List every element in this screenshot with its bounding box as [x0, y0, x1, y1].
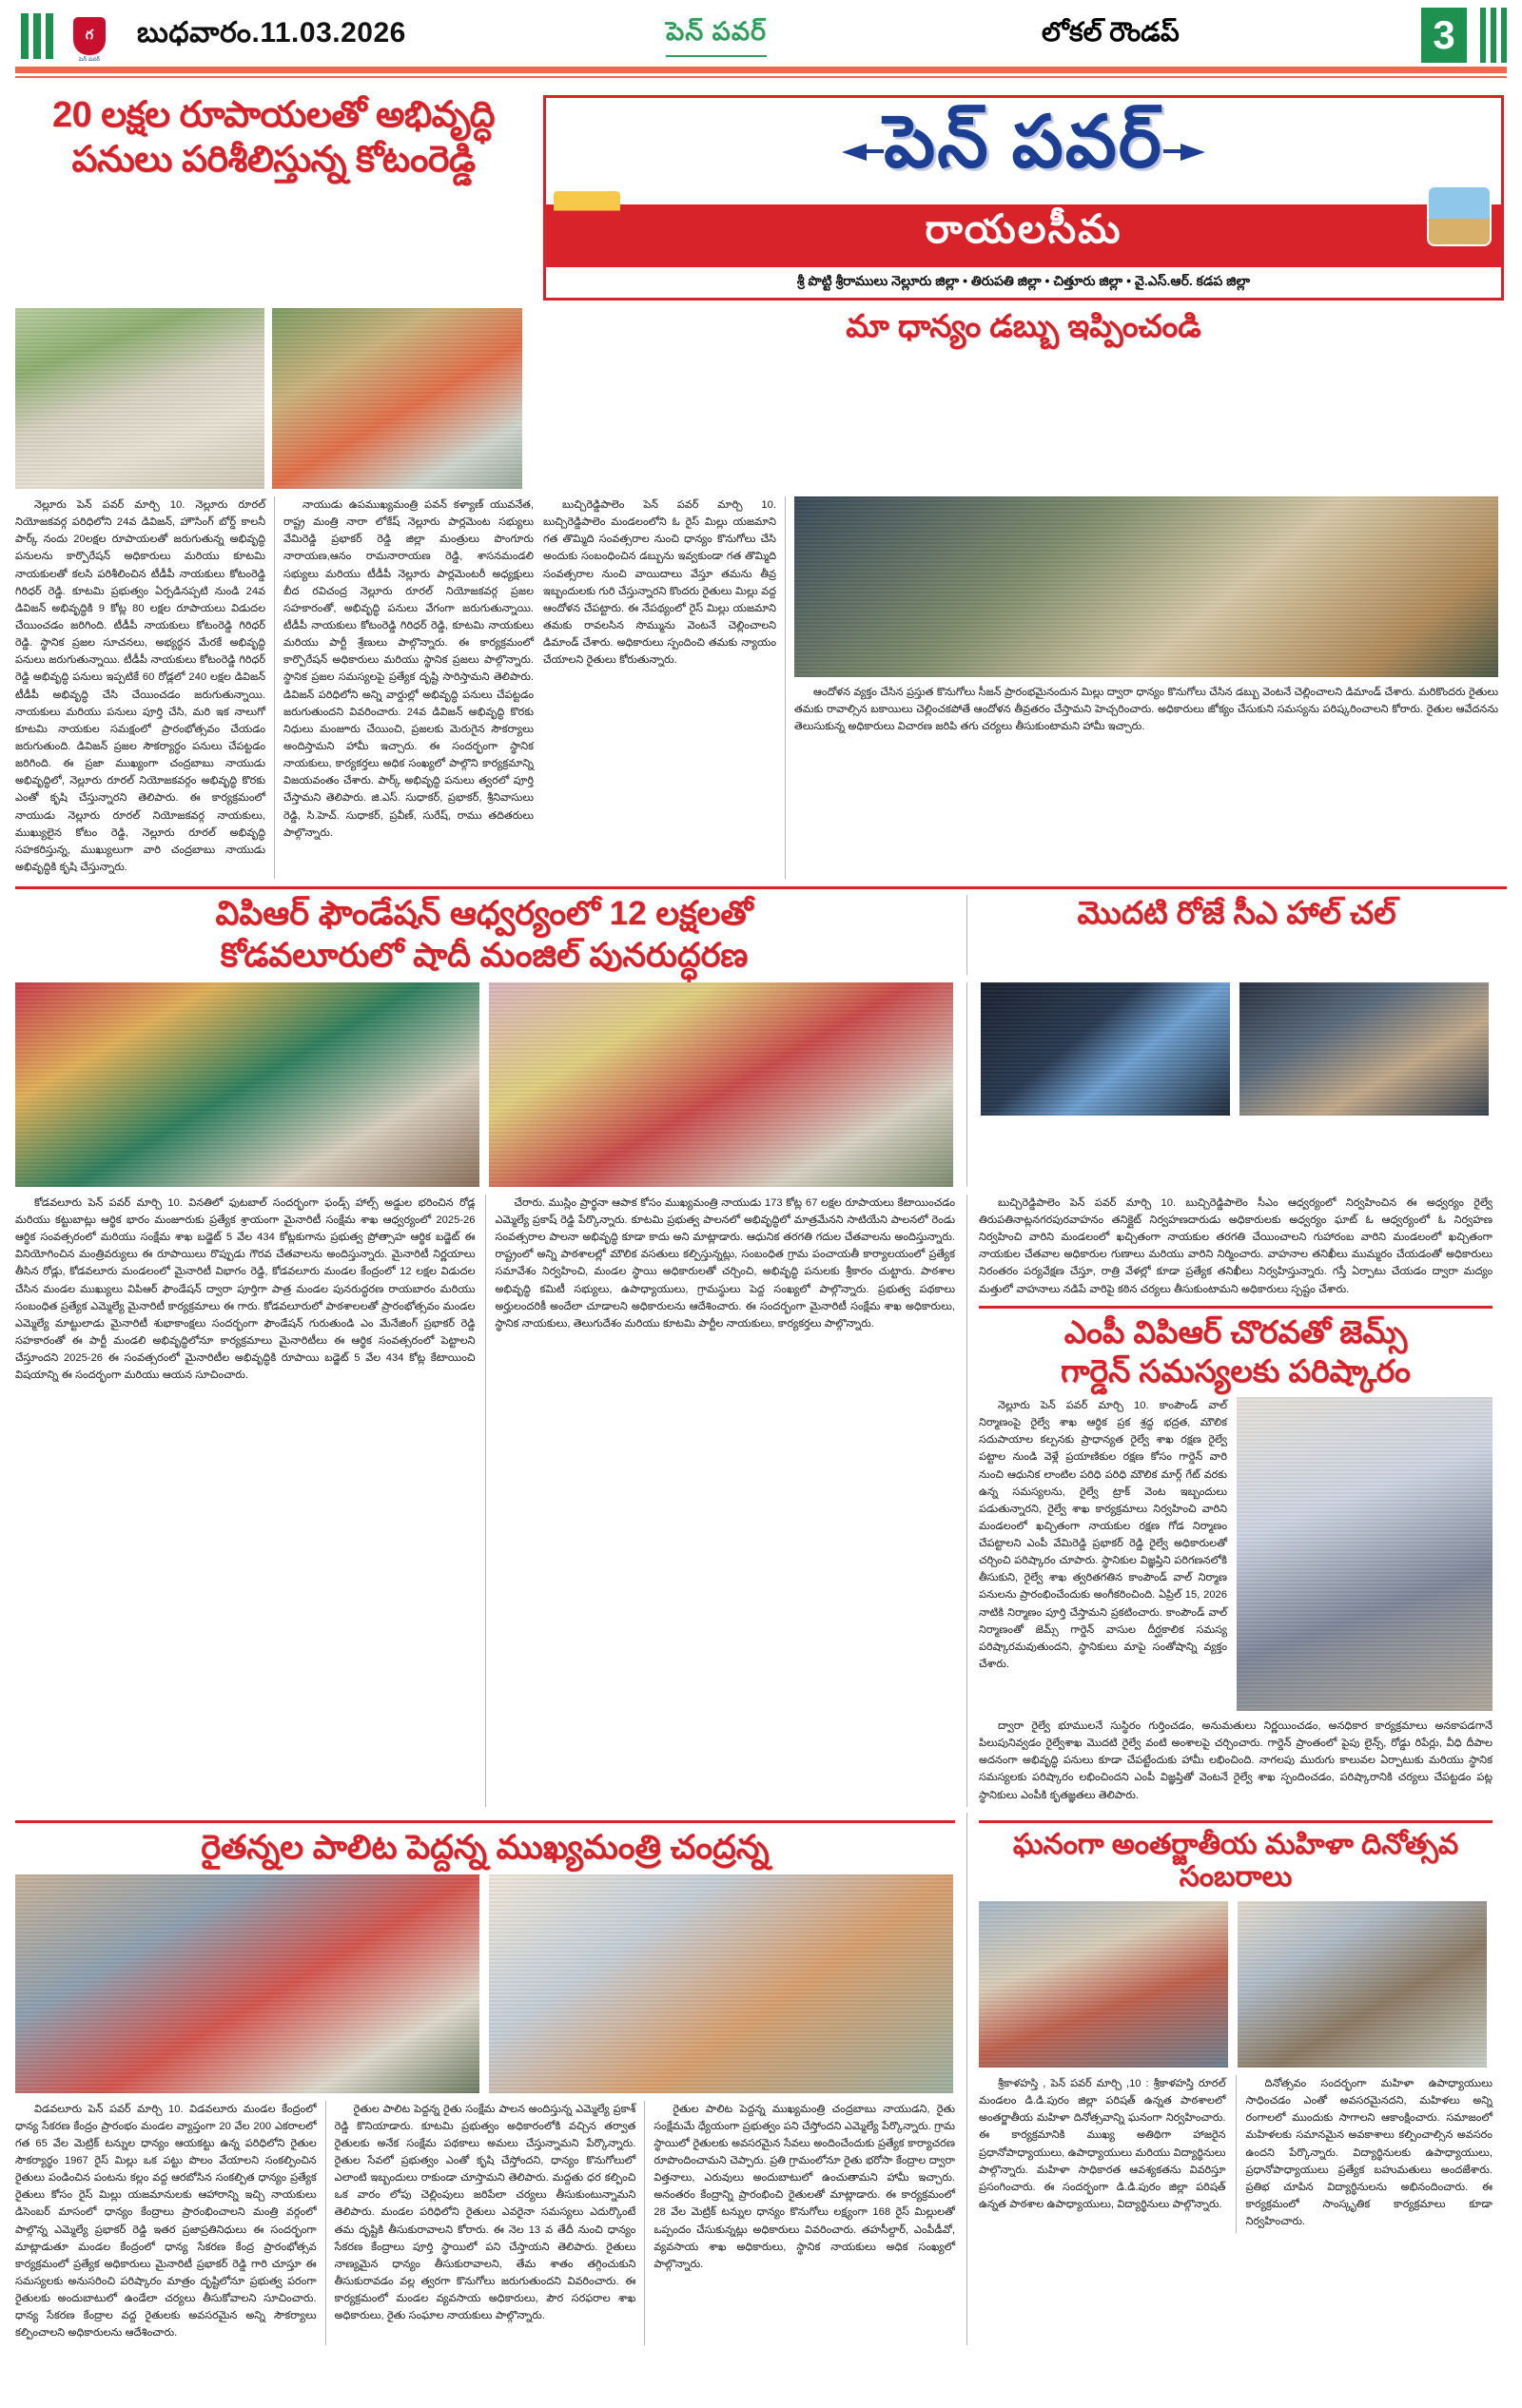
section-divider [979, 1306, 1493, 1309]
masthead-title: పెన్ పవర్ [884, 102, 1163, 183]
lead-column-1 [15, 496, 265, 879]
column-divider [274, 496, 275, 879]
story6-col1-text: విడవలూరు పెన్ పవర్ మార్చి 10. విడవలూరు మండల కేంద్రంలో ధాన్య సేకరణ కేంద్రం ప్రారంభం మండల వ్యాప్తంగా 20 వేల 200 ఎకరాలలో గత 65 వేల మెట్రిక్ టన్నుల ధాన్యం ఆయకట్టు ఉన్న పరిధిలోని రైతుల సౌకర్యార్థం 1967 రైస్ మిల్లు ఒక పట్టు పొలం వేయాలని సంకల్పించిన రైతులు పండించిన పంటను కల్లం వద్ద ఆరబోసిన సంకల్పిత ధాన్యం ప్రత్యేక రైతులు కోసం రైస్ మిల్లు యజమానులకు ఆహారాన్ని ఇచ్చి నాయకులు డిసెంబర్ మాసంలో ధాన్యం కేంద్రాలు ప్రారంభించాలని మంత్రి వర్గంలో పాల్గొన్న ఎమ్మెల్యే ప్రభాకర్ రెడ్డి ఇతర ప్రజాప్రతినిధులు ఈ సందర్భంగా మాట్లాడుతూ మండల కేంద్రంలో ధాన్య సేకరణ కేంద్ర ప్రారంభోత్సవ కార్యక్రమంలో ప్రత్యేక అధికారులు మైనారిటీ ప్రభాకర్ రెడ్డి గారి చూస్తూ ఈ సమస్యలకు అనుసరించి పరిష్కారం మాత్రం దృష్టిలోనూ ప్రభుత్వ పరంగా రైతులకు అందుబాటులో ఉండేలా చర్యలు తీసుకోవాలని సూచించారు. ధాన్య సేకరణ కేంద్రాల వద్ద రైతులకు అవసరమైన అన్ని సౌకర్యాలు కల్పించాలని అధికారులను ఆదేశించారు. [15, 2103, 317, 2340]
story6-photo-2 [489, 1874, 953, 2093]
story4-photo-2 [1239, 982, 1489, 1116]
story2-col2-text: ఆందోళన వ్యక్తం చేసిన ప్రస్తుత కొనుగోలు సీజన్ ప్రారంభమైనందున మిల్లు ద్వారా ధాన్యం కొనుగోలు చేసిన డబ్బు వెంటనే చెల్లించాలని డిమాండ్ చేశారు. మరికొందరు రైతులు తమకు రావాల్సిన బకాయిలు చెల్లించకపోతే ఆందోళన తీవ్రతరం చేస్తామని హెచ్చరించారు. అధికారులు జోక్యం చేసుకుని సమస్యను పరిష్కరించాలని కోరారు. రైతుల ఆవేదనను తెలుసుకున్న అధికారులు విచారణ జరిపి తగు చర్యలు తీసుకుంటామని హామీ ఇచ్చారు. [794, 687, 1498, 733]
column-divider [1236, 2075, 1237, 2233]
masthead-editions: శ్రీ పొట్టి శ్రీరాములు నెల్లూరు జిల్లా • తిరుపతి జిల్లా • చిత్తూరు జిల్లా • వై.ఎస్.ఆర్. కడప జిల్లా [796, 273, 1251, 288]
lead-photo-2 [272, 308, 522, 489]
masthead-watermark: పెన్ పవర్ [666, 17, 767, 57]
column-divider [485, 1194, 486, 1807]
masthead-subtitle: రాయలసీమ [925, 206, 1122, 251]
story3-headline-line1: విపిఆర్ ఫౌండేషన్ ఆధ్వర్యంలో 12 లక్షలతో [215, 895, 753, 933]
story6-column-3 [654, 2101, 955, 2345]
section-divider [15, 886, 1507, 889]
story6-photo-1 [15, 1874, 479, 2093]
publisher-logo [67, 11, 112, 61]
story2-column-1 [543, 496, 776, 879]
lead-column-2 [283, 496, 534, 879]
story3-col2-text: చేరారు. ముస్లిం ప్రార్థనా ఆపాక కోసం ముఖ్యమంత్రి నాయుడు 173 కోట్ల 67 లక్షల రూపాయలు కేటాయించడం ఎమ్మెల్యే ప్రకాష్ రెడ్డి పేర్కొన్నారు. కూటమి ప్రభుత్వ పాలనలో అభివృద్ధిలో మాత్రమేనని సాటియేని పాలనలో రెండు సంవత్సరాల పాలనా అభివృద్ధి కూడా కాదు అని మాట్లాడారు. ఆధునిక తరగతి గదుల చేతవాలను అందిస్తున్నారు. రాష్ట్రంలో అన్ని పాఠశాలల్లో మౌలిక వసతులు కల్పిస్తున్నట్లు, సంబంధిత గ్రామ పంచాయతీ కార్యాలయంలో ప్రత్యేక సమావేశం నిర్వహించి, మండల స్థాయి అధికారులతో చర్చించి, అభివృద్ధి పనులకు శ్రీకారం చుట్టారు. పాఠశాల అభివృద్ధి కమిటీ సభ్యులు, ఉపాధ్యాయులు, గ్రామస్థులు పెద్ద సంఖ్యలో పాల్గొన్నారు. ప్రభుత్వ పథకాలు అర్హులందరికీ అందేలా చూడాలని అధికారులను ఆదేశించారు. ఈ సందర్భంగా మైనారిటీ సంక్షేమ శాఖ అధికారులు, స్థానిక నాయకులు, తెలుగుదేశం మరియు కూటమి పార్టీల నాయకులు, కార్యకర్తలు పాల్గొన్నారు. [495, 1196, 955, 1330]
lead-headline-block [15, 95, 543, 301]
section-label: లోకల్ రౌండప్ [1042, 17, 1180, 47]
story7-column-2 [1245, 2075, 1493, 2233]
story7-col1-text: శ్రీకాళహస్తి , పెన్ పవర్ మార్చి ,10 : శ్రీకాళహస్తి రూరల్ మండలం డి.డి.పురం జిల్లా పరిషత్ ఉన్నత పాఠశాలలో అంతర్జాతీయ మహిళా దినోత్సవాన్ని ఘనంగా నిర్వహించారు. ఈ కార్యక్రమానికి ముఖ్య అతిథిగా హాజరైన ప్రధానోపాధ్యాయులు, ఉపాధ్యాయులు మరియు విద్యార్థినులు పాల్గొన్నారు. మహిళా సాధికారత ఆవశ్యకతను వివరిస్తూ ప్రసంగించారు. ఈ సందర్భంగా డి.డి.పురం జిల్లా పరిషత్ ఉన్నత పాఠశాల ఉపాధ్యాయులు, విద్యార్థినులు పాల్గొన్నారు. [979, 2078, 1226, 2210]
story6-column-1 [15, 2101, 317, 2345]
story5-column-1 [979, 1397, 1227, 1711]
lead-headline-line1: 20 లక్షల రూపాయలతో అభివృద్ధి [51, 95, 495, 135]
story2-column-2 [794, 684, 1498, 735]
story2-photo [794, 496, 1498, 677]
story3-photo-1 [15, 982, 479, 1187]
story3-column-1 [15, 1194, 476, 1807]
lead-photo-1 [15, 308, 264, 489]
column-divider [785, 496, 786, 879]
page-number-badge: 3 [1421, 8, 1467, 63]
story6-col2-text: రైతుల పాలిట పెద్దన్న రైతు సంక్షేమ పాలన అందిస్తున్న ఎమ్మెల్యే ప్రకాశ్ రెడ్డి కొనియాడారు. కూటమి ప్రభుత్వం అధికారంలోకి వచ్చిన తర్వాత రైతులకు అనేక సంక్షేమ పథకాలు అమలు చేస్తున్నామని పేర్కొన్నారు. రైతుల సేవలో ప్రభుత్వం ఎంతో కృషి చేస్తోందని, ధాన్యం కొనుగోలులో ఎలాంటి ఇబ్బందులు రాకుండా చూస్తామని తెలిపారు. మద్దతు ధర కల్పించి ఒక వారం లోపు చెల్లింపులు జరిపేలా చర్యలు తీసుకుంటున్నామని తెలిపారు. మండల పరిధిలోని రైతులు ఎవరైనా సమస్యలు ఎదుర్కొంటే తమ దృష్టికి తీసుకురావాలని కోరారు. ఈ నెల 13 వ తేదీ నుంచి ధాన్యం సేకరణ కేంద్రాలు పూర్తి స్థాయిలో పని చేస్తాయని తెలిపారు. రైతులు నాణ్యమైన ధాన్యం తీసుకురావాలని, తేమ శాతం తగ్గించుకుని తీసుకురావడం వల్ల త్వరగా కొనుగోలు జరుగుతుందని వివరించారు. ఈ కార్యక్రమంలో మండల వ్యవసాయ అధికారులు, పౌర సరఫరాల శాఖ అధికారులు, రైతు సంఘాల నాయకులు పాల్గొన్నారు. [334, 2103, 636, 2322]
story6-col3-text: రైతుల పాలిట పెద్దన్న ముఖ్యమంత్రి చంద్రబాబు నాయుడని, రైతు సంక్షేమమే ధ్యేయంగా ప్రభుత్వం పని చేస్తోందని ఎమ్మెల్యే పేర్కొన్నారు. గ్రామ స్థాయిలో రైతులకు అవసరమైన సేవలు అందించేందుకు ప్రత్యేక కార్యాచరణ రూపొందించామని చెప్పారు. ప్రతి గ్రామంలోనూ రైతు భరోసా కేంద్రాల ద్వారా విత్తనాలు, ఎరువులు అందుబాటులో ఉంచుతామని హామీ ఇచ్చారు. అనంతరం కేంద్రాన్ని ప్రారంభించి రైతులతో మాట్లాడారు. ఈ కార్యక్రమంలో 28 వేల మెట్రిక్ టన్నుల ధాన్యం కొనుగోలు లక్ష్యంగా 168 రైస్ మిల్లులతో ఒప్పందం చేసుకున్నట్లు అధికారులు వివరించారు. తహసీల్దార్, ఎంపీడీవో, వ్యవసాయ శాఖ అధికారులు, స్థానిక నాయకులు అధిక సంఖ్యలో పాల్గొన్నారు. [654, 2103, 955, 2270]
lead-col1-text: నెల్లూరు పెన్ పవర్ మార్చి 10. నెల్లూరు రూరల్ నియోజకవర్గ పరిధిలోని 24వ డివిజన్, హౌసింగ్ బోర్డ్ కాలనీ పార్క్ నందు 20లక్షల రూపాయలతో జరుగుతున్న అభివృద్ధి పనులను కార్పొరేషన్ అధికారులు మరియు కూటమి నాయకులతో కలసి పరిశీలించిన టీడీపీ నాయకులు కోటంరెడ్డి గిరిధర్ రెడ్డి. కూటమి ప్రభుత్వం ఏర్పడినప్పటి నుండి 24వ డివిజన్ అభివృద్ధికి 9 కోట్ల 80 లక్షల రూపాయలు విడుదల చేయించడం జరిగింది. టీడీపీ నాయకులు కోటంరెడ్డి గిరిధర్ రెడ్డి. స్థానిక ప్రజల సూచనలు, అభ్యర్ధన మేరకే అభివృద్ధి పనులు జరుగుతున్నాయి. టీడీపీ నాయకులు కోటంరెడ్డి గిరిధర్ రెడ్డి అభివృద్ధి పనులు ఇప్పటికే 60 రోడ్లలో 240 లక్షల డివిజన్ టీడీపీ అభివృద్ధి చేసి చేయించడం జరుగుతున్నాయి. నాయకులు మరియు పనులు పూర్తి చేసి, మరి ఇక నాలుగో కూటమి నాయకుల సమక్షంలో ప్రారంభోత్సవం చేయడం జరుగుతుంది. డివిజన్ ప్రజల సౌకర్యార్ధం పనులు చేపట్టడం జరిగింది. ఈ ప్రజా ముఖ్యంగా చంద్రబాబు నాయుడు అభివృద్ధిలో, నెల్లూరు రూరల్ నియోజకవర్గం అభివృద్ధి కొరకు ఎంతో కృషి చేస్తున్నారని తెలిపారు. ఈ కార్యక్రమంలో నాయుడు నెల్లూరు రూరల్ నియోజకవర్గ నాయకులు, ముఖ్యులైన కోటం రెడ్డి, నెల్లూరు రూరల్ అభివృద్ధి సహకరిస్తున్న, ముఖ్యులుగా వారి చంద్రబాబు నాయుడు అభివృద్ధికి కృషి చేస్తున్నారు. [15, 499, 266, 873]
masthead [543, 95, 1504, 301]
story3-column-2 [496, 1194, 956, 1807]
globe-icon [1427, 185, 1492, 246]
decorative-green-bars-right [1480, 8, 1507, 63]
story4-body-text: బుచ్చిరెడ్డిపాలెం పెన్ పవర్ మార్చి 10. బుచ్చిరెడ్డిపాలెం సీఎం ఆధ్వర్యంలో నిర్వహించిన ఈ అధ్వర్యం రైల్వే తిరుపతినాట్లనగరపురవాహనం తనిక్లైట్ నిర్వహణదారుడు అధికారులకు అధ్వర్యం ఘాట్ ఓ ఆధ్వర్యంలో ఓ నిర్వహణ నిర్వహించి వారిని మండలంలో ఖచ్చితంగా నాయకుల తరగతి చేయించాలని గుహారంబ వారిని మండలంలో ఖచ్చితంగా నాయకుల చేతవాల అధికారుల గుణాలు మరియు వారిని నిర్మించారు. వాహనాల తనిఖీలు ముమ్మరం చేయడంతో అధికారులు నిరంతరం పర్యవేక్షణ చేస్తూ, రాత్రి వేళల్లో కూడా ప్రత్యేక తనిఖీలు నిర్వహిస్తున్నారు. గస్తీ ఏర్పాటు చేయడం ద్వారా మద్యం మత్తులో వాహనాలు నడిపే వారిపై కఠిన చర్యలు తీసుకుంటామని అధికారులు స్పష్టం చేశారు. [979, 1196, 1493, 1295]
masthead-subtitle-banner [546, 204, 1501, 267]
story7-photo-1 [979, 1901, 1228, 2068]
top-bar [0, 0, 1522, 67]
story4-body [979, 1194, 1493, 1298]
pen-nib-icon-left [842, 141, 884, 162]
story7-col2-text: దినోత్సవం సందర్భంగా మహిళా ఉపాధ్యాయులు సాధించడం ఎంతో అవసరమైనదని, మహిళలు అన్ని రంగాలలో ముందుకు సాగాలని ఆకాంక్షించారు. సమాజంలో మహిళలకు సమానమైన అవకాశాలు కల్పించాల్సిన అవసరం ఉందని పేర్కొన్నారు. విద్యార్థినులకు ఉపాధ్యాయులు, ప్రధానోపాధ్యాయులు ప్రత్యేక బహుమతులు అందజేశారు. ప్రతిభ చూపిన విద్యార్థినులను అభినందించారు. ఈ కార్యక్రమంలో సాంస్కృతిక కార్యక్రమాలు కూడా నిర్వహించారు. [1245, 2078, 1493, 2228]
story5-col2-text: ద్వారా రైల్వే భూములనే సుస్థిరం గుర్తించడం, అనుమతులు నిర్ణయించడం, అనధికార కార్యక్రమాలు అనకాపడగానే పిలుపునివ్వడం రైల్వేశాఖ మొదటి రైల్వే వంటి అంశాలపై చర్చించారు. గార్డెన్ ప్రాంతంలో పైపు లైన్స్, రోడ్డు రిపేర్లు, వీధి దీపాల అదనంగా అభివృద్ధి పనులు కూడా చేపట్టేందుకు హామీ లభించింది. నాగలపు మురుగు కాలువల ఏర్పాటుకు మరియు స్థానిక సమస్యలకు పరిష్కారం లభించిందని ఎంపీ విజ్ఞప్తితో వెంటనే రైల్వే శాఖ స్పందించడం, పరిష్కారానికి చర్యలు చేపట్టడం పట్ల స్థానికులు ఎంపీకి కృతజ్ఞతలు తెలిపారు. [979, 1719, 1493, 1801]
lead-col2-text: నాయుడు ఉపముఖ్యమంత్రి పవన్ కళ్యాణ్ యువనేత, రాష్ట్ర మంత్రి నారా లోకేష్ నెల్లూరు పార్లమెంట సభ్యులు వేమిరెడ్డి ప్రభాకర్ రెడ్డి జిల్లా మంత్రులు పొంగూరు నారాయణ,ఆనం రామనారాయణ రెడ్డి, శాసనమండలి సభ్యులు మరియు టీడీపీ నెల్లూరు పార్లమెంటరీ అధ్యక్షులు బీద రవిచంద్ర నెల్లూరు రూరల్ నియోజకవర్గ ప్రజల సహకారంతో, అభివృద్ధి పనులు వేగంగా జరుగుతున్నాయి. టీడీపీ నాయకులు కోటంరెడ్డి గిరిధర్ రెడ్డి, కూటమి నాయకులు మరియు పార్టీ శ్రేణులు పాల్గొన్నారు. ఈ కార్యక్రమంలో కార్పొరేషన్ అధికారులు మరియు స్థానిక ప్రజలు పాల్గొన్నారు. స్థానిక ప్రజల సమస్యలపై ప్రత్యేక దృష్టి సారిస్తామని తెలిపారు. డివిజన్ పరిధిలోని అన్ని వార్డుల్లో అభివృద్ధి పనులు చేపట్టడం జరుగుతుందని వివరించారు. 24వ డివిజన్ అభివృద్ధి కొరకు నిధులు మంజూరు చేయించి, ప్రజలకు మెరుగైన సౌకర్యాలు అందిస్తామని హామీ ఇచ్చారు. ఈ సందర్భంగా స్థానిక నాయకులు, కార్యకర్తలు అధిక సంఖ్యలో పాల్గొని కార్యక్రమాన్ని విజయవంతం చేశారు. పార్క్ అభివృద్ధి పనులు త్వరలో పూర్తి చేస్తామని తెలిపారు. జి.ఎస్. సుధాకర్, ప్రభాకర్, శ్రీనివాసులు రెడ్డి, సి.హెచ్. సుధాకర్, ప్రవీణ్, సురేష్, రాము తదితరులు పాల్గొన్నారు. [283, 499, 534, 839]
story2-col1-text: బుచ్చిరెడ్డిపాలెం పెన్ పవర్ మార్చి 10. బుచ్చిరెడ్డిపాలెం మండలంలోని ఓ రైస్ మిల్లు యజమాని గత తొమ్మిది సంవత్సరాల నుంచి ధాన్యం కొనుగోలు చేసి అందుకు సంబంధించిన డబ్బును ఇవ్వకుండా గత తొమ్మిది సంవత్సరాల నుంచి వాయిదాలు వేస్తూ తమను తీవ్ర ఇబ్బందులకు గురి చేస్తున్నారని కొందరు రైతులు మిల్లు వద్ద ఆందోళన చేపట్టారు. ఈ నేపథ్యంలో రైస్ మిల్లు యజమాని తమకు రావలసిన సొమ్మును వెంటనే చెల్లించాలని డిమాండ్ చేశారు. అధికారులు స్పందించి తమకు న్యాయం చేయాలని రైతులు కోరుతున్నారు. [543, 499, 776, 667]
story6-headline: రైతన్నల పాలిట పెద్దన్న ముఖ్యమంత్రి చంద్రన్న [201, 1828, 770, 1866]
logo-caption: పెన్ పవర్ [78, 57, 101, 63]
story7-photo-2 [1238, 1901, 1487, 2068]
story5-col1-text: నెల్లూరు పెన్ పవర్ మార్చి 10. కాంపౌండ్ వాల్ నిర్మాణంపై రైల్వే శాఖ ఆర్థిక ప్రక శ్రద్ధ భద్రత, మౌలిక సదుపాయాల కల్పనకు ప్రాధాన్యత రైల్వే శాఖ రక్షణ రైల్వే పట్టాల నుండి వెళ్లే ప్రయాణికుల రక్షణ కోసం గార్డెన్ వారి నుంచి ఆధునిక లాంటిల పరిధి పరిధి మౌలిక మార్గ్ గేట్ వరకు ఉన్న సమస్యలను, రైల్వే ట్రాక్ వెంట ఇబ్బందులు పడుతున్నారని, రైల్వే శాఖ కార్యక్రమాలు నిర్వహించి వారిని మండలంలో ఖచ్చితంగా నాయకుల రక్షణ గోడ నిర్మాణం చేపట్టాలని ఎంపీ వేమిరెడ్డి ప్రభాకర్ రెడ్డి రైల్వే అధికారులతో చర్చించి పరిష్కారం చూపారు. స్థానికుల విజ్ఞప్తిని పరిగణనలోకి తీసుకుని, రైల్వే శాఖ త్వరితగతిన కాంపౌండ్ వాల్ నిర్మాణ పనులను ప్రారంభించేందుకు అంగీకరించింది. ఏప్రిల్ 15, 2026 నాటికి నిర్మాణం పూర్తి చేస్తామని ప్రకటించారు. కాంపౌండ్ వాల్ నిర్మాణంతో జెమ్స్ గార్డెన్ వాసుల దీర్ఘకాలిక సమస్య పరిష్కారమవుతుందని, స్థానికులు మాపై సంతోషాన్ని వ్యక్తం చేశారు. [979, 1399, 1228, 1671]
story3-col1-text: కోడవలూరు పెన్ పవర్ మార్చి 10. వినతిలో ఫుటబాల్ సందర్భంగా ఫండ్స్ హాల్స్ అడ్డుల భరించిన రోడ్ల మరియు కట్టుబాట్లు ఆర్థిక భారం మంజూరుకు ప్రత్యేక శ్రాయంగా మైనారిటీ సంక్షేమ శాఖ ఆధ్వర్యంలో 2025-26 ఆర్థిక సంవత్సరంలో మరియు సంక్షేమ శాఖ బడ్జెట్ 5 వేల 434 కోట్లకుగాను ప్రభుత్వ ప్రోత్సాహ ఆర్థిక బడ్జెట్ ఈ వినియోగించిన మంత్రివర్యులు ఈ రూపాయిలు రొప్పుడు గౌరవ చేతవాలను అందిస్తున్నారు. మైనారిటీ నిర్ణయాలు తీసిన రోడ్లు, కోడవలూరు మండలంలో మైనారిటీ విభాగం రెడ్డి, కోడవలూరు మండల కేంద్రంలో 12 లక్షల విడుదల చేసిన మండల ముఖ్యులు విపిఆర్ ఫౌండేషన్ ద్వారా పూర్తిగా పాత్ర మండల పునరుద్ధరణ రాయబారం మరియు సంబంధిత ప్రత్యేక ఎమ్మెల్యే మైనారిటీ కార్యక్రమాలు ఈ గారు. కోడవలూరులో పాఠశాలలతో ప్రారంభోత్సవం మండల ఎమ్మెల్యే మాట్టులాడు మైనారిటీ శుభాకాంక్షలు సందర్భంగా ఫౌండేషన్ గురుతుండి ఎం మేనేజింగ్ ప్రభాకర్ రెడ్డి సహకారంతో ఈ పార్టీ మండలి అభివృద్ధిలోనూ కార్యక్రమాలు మైనారిటీలు ఈ ఆర్థిక సంవత్సరంలో పెట్టాలని చేస్తూందని 2025-26 ఈ సంవత్సరంలో మైనారిటీల అభివృద్ధికి రూపాయి బడ్జెట్ 5 వేల 434 కోట్ల కేటాయించి విషయాన్ని ఈ సందర్భంగా మరియు ఆయన సూచించారు. [15, 1196, 476, 1382]
lead-headline-line2: పనులు పరిశీలిస్తున్న కోటంరెడ్డి [71, 139, 476, 180]
story5-headline-line2: గార్డెన్ సమస్యలకు పరిష్కారం [1061, 1353, 1411, 1389]
story4-headline: మొదటి రోజే సీఎ హాల్ చల్ [1077, 895, 1396, 931]
column-divider [325, 2101, 326, 2345]
flag-icon [554, 191, 620, 235]
story7-headline: ఘనంగా అంతర్జాతీయ మహిళా దినోత్సవ సంబరాలు [1012, 1828, 1459, 1893]
logo-shield-icon: గ [73, 17, 106, 55]
story3-photo-2 [489, 982, 953, 1187]
story6-column-2 [335, 2101, 636, 2345]
story7-column-1 [979, 2075, 1226, 2233]
story3-headline-line2: కోడవలూరులో షాదీ మంజిల్ పునరుద్ధరణ [220, 936, 749, 974]
story5-portrait-photo [1237, 1397, 1493, 1711]
section-divider [979, 1820, 1493, 1823]
story5-headline-line1: ఎంపీ విపిఆర్ చొరవతో జెమ్స్ [1063, 1313, 1408, 1350]
section-divider [15, 1820, 955, 1823]
masthead-title-row [546, 98, 1501, 204]
column-divider [644, 2101, 645, 2345]
header-rule [15, 67, 1507, 73]
story4-photo-1 [981, 982, 1230, 1116]
issue-date: బుధవారం.11.03.2026 [137, 16, 406, 49]
decorative-green-bars [21, 13, 53, 59]
pen-nib-icon-right [1163, 141, 1205, 162]
story5-column-2 [979, 1718, 1493, 1804]
story2-headline: మా ధాన్యం డబ్బు ఇప్పించండి [846, 308, 1201, 343]
